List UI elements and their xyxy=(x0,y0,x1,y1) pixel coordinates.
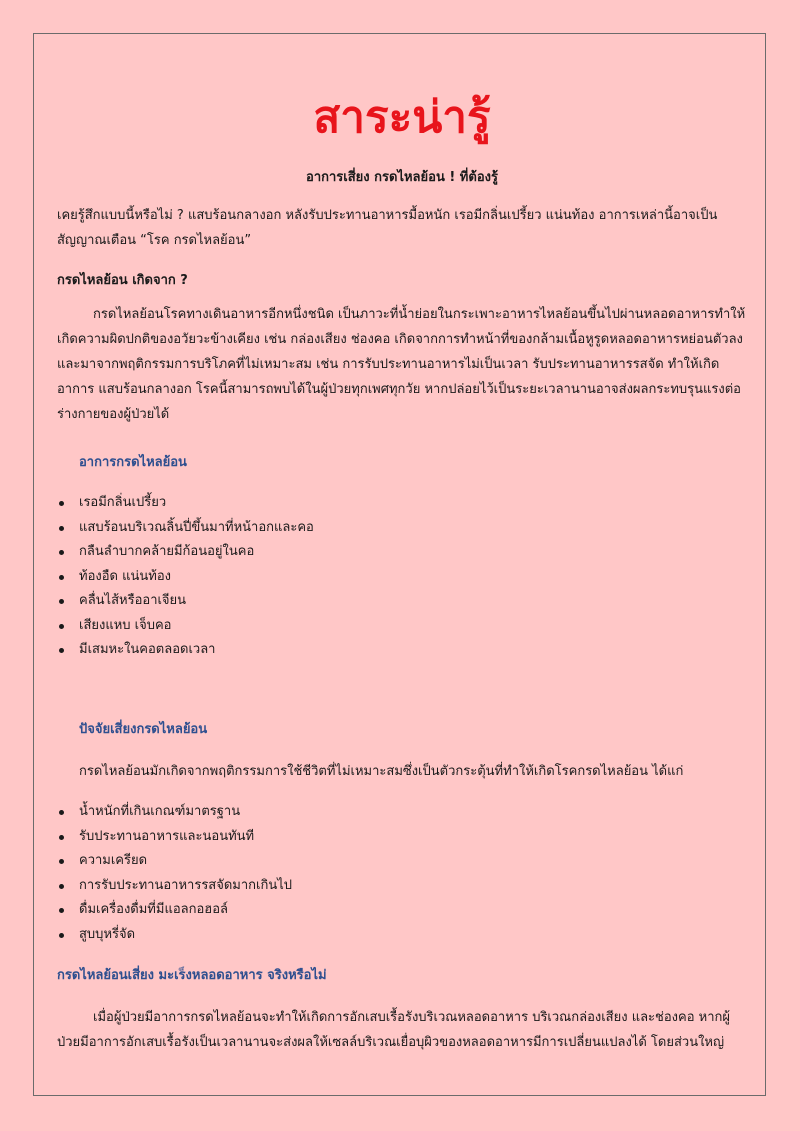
bullet-icon xyxy=(59,933,64,938)
list-item: คลื่นไส้หรืออาเจียน xyxy=(57,589,314,614)
cause-heading: กรดไหลย้อน เกิดจาก ? xyxy=(57,273,188,288)
bullet-icon xyxy=(59,908,64,913)
list-item: มีเสมหะในคอตลอดเวลา xyxy=(57,638,314,663)
page-title: สาระน่ารู้ xyxy=(313,92,491,143)
cancer-heading: กรดไหลย้อนเสี่ยง มะเร็งหลอดอาหาร จริงหรือไม่ xyxy=(57,968,327,983)
bullet-icon xyxy=(59,835,64,840)
list-item: สูบบุหรี่จัด xyxy=(57,923,292,948)
bullet-icon xyxy=(59,599,64,604)
bullet-icon xyxy=(59,648,64,653)
risk-list xyxy=(57,800,292,947)
list-item: ดื่มเครื่องดื่มที่มีแอลกอฮอล์ xyxy=(57,898,292,923)
bullet-icon xyxy=(59,884,64,889)
bullet-icon xyxy=(59,859,64,864)
bullet-icon xyxy=(59,526,64,531)
risk-heading: ปัจจัยเสี่ยงกรดไหลย้อน xyxy=(79,722,208,737)
list-item: ท้องอืด แน่นท้อง xyxy=(57,565,314,590)
list-item: รับประทานอาหารและนอนทันที xyxy=(57,825,292,850)
bullet-icon xyxy=(59,624,64,629)
intro-paragraph: เคยรู้สึกแบบนี้หรือไม่ ? แสบร้อนกลางอก หลังรับประทานอาหารมื้อหนัก เรอมีกลิ่นเปรี้ยว แน่นท้อง อาการเหล่านี้อาจเป็นสัญญาณเตือน “โรค กรดไหลย้อน” xyxy=(57,208,718,248)
cancer-paragraph: เมื่อผู้ป่วยมีอาการกรดไหลย้อนจะทำให้เกิดการอักเสบเรื้อรังบริเวณหลอดอาหาร บริเวณกล่องเสียง และช่องคอ หากผู้ป่วยมีอาการอักเสบเรื้อรังเป็นเวลานานจะส่งผลให้เซลล์บริเวณเยื่อบุผิวของหลอดอาหารมีการเปลี่ยนแปลงได้ โดยส่วนใหญ่ xyxy=(57,1010,731,1050)
bullet-icon xyxy=(59,575,64,580)
page-subtitle: อาการเสี่ยง กรดไหลย้อน ! ที่ต้องรู้ xyxy=(306,170,498,185)
bullet-icon xyxy=(59,501,64,506)
bullet-icon xyxy=(59,810,64,815)
list-item: ความเครียด xyxy=(57,849,292,874)
list-item: แสบร้อนบริเวณลิ้นปี่ขึ้นมาที่หน้าอกและคอ xyxy=(57,516,314,541)
risk-intro: กรดไหลย้อนมักเกิดจากพฤติกรรมการใช้ชีวิตที่ไม่เหมาะสมซึ่งเป็นตัวกระตุ้นที่ทำให้เกิดโรคกรดไหลย้อน ได้แก่ xyxy=(79,764,684,779)
symptoms-heading: อาการกรดไหลย้อน xyxy=(79,455,187,470)
list-item: เรอมีกลิ่นเปรี้ยว xyxy=(57,491,314,516)
cause-paragraph: กรดไหลย้อนโรคทางเดินอาหารอีกหนึ่งชนิด เป็นภาวะที่น้ำย่อยในกระเพาะอาหารไหลย้อนขึ้นไปผ่านหลอดอาหารทำให้เกิดความผิดปกติของอวัยวะข้างเคียง เช่น กล่องเสียง ช่องคอ เกิดจากการทำหน้าที่ของกล้ามเนื้อหูรูดหลอดอาหารหย่อนตัวลง และมาจากพฤติกรรมการบริโภคที่ไม่เหมาะสม เช่น การรับประทานอาหารไม่เป็นเวลา รับประทานอาหารรสจัด ทำให้เกิดอาการ แสบร้อนกลางอก โรคนี้สามารถพบได้ในผู้ป่วยทุกเพศทุกวัย หากปล่อยไว้เป็นระยะเวลานานอาจส่งผลกระทบรุนแรงต่อร่างกายของผู้ป่วยได้ xyxy=(57,307,746,422)
list-item: กลืนลำบากคล้ายมีก้อนอยู่ในคอ xyxy=(57,540,314,565)
list-item: การรับประทานอาหารรสจัดมากเกินไป xyxy=(57,874,292,899)
bullet-icon xyxy=(59,550,64,555)
list-item: น้ำหนักที่เกินเกณฑ์มาตรฐาน xyxy=(57,800,292,825)
list-item: เสียงแหบ เจ็บคอ xyxy=(57,614,314,639)
symptoms-list xyxy=(57,491,314,663)
